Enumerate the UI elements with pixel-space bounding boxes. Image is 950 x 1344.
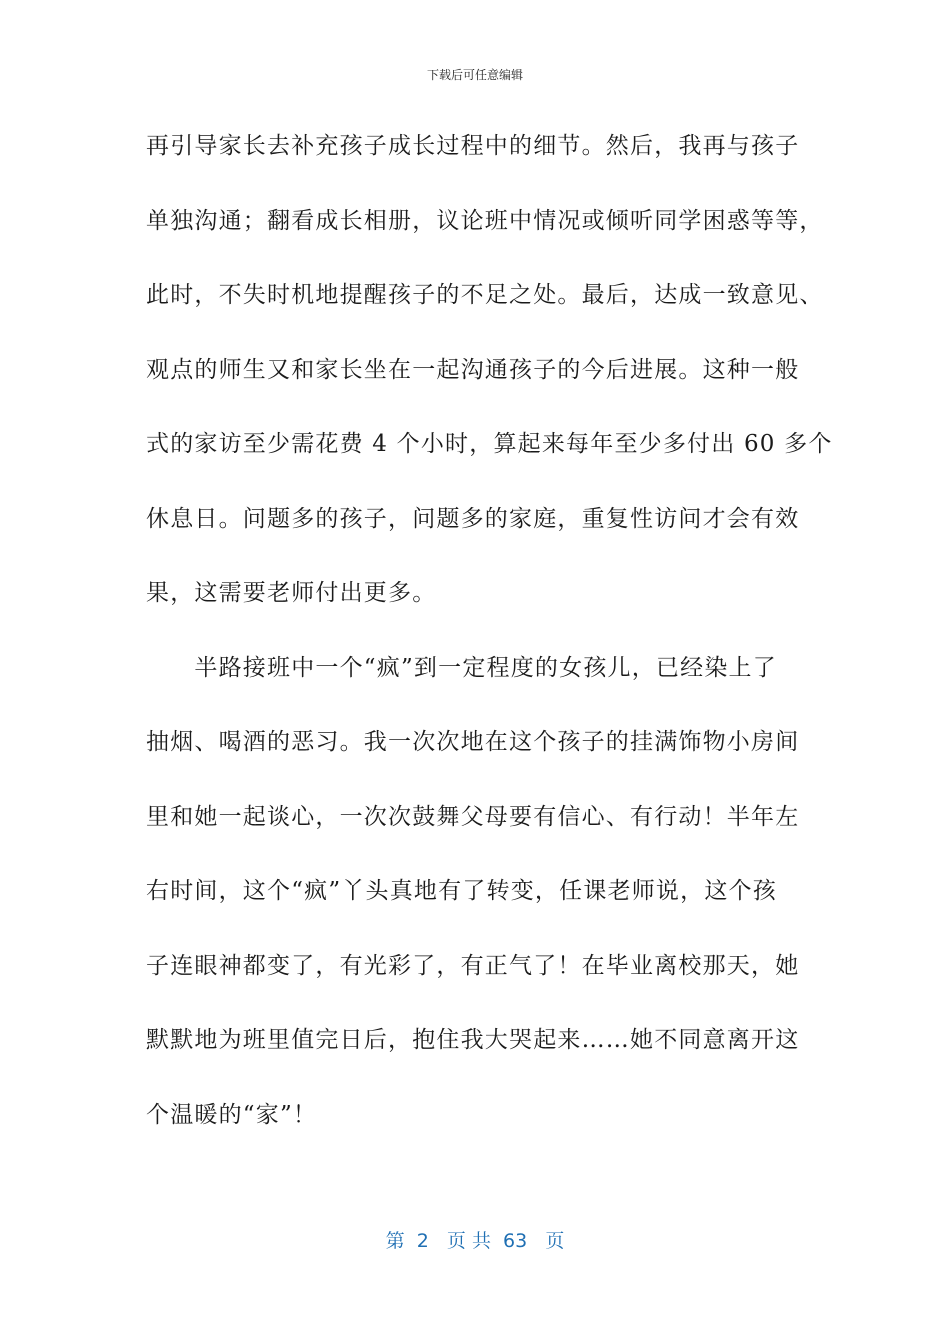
text-line-11: 右时间，这个“疯”丫头真地有了转变，任课老师说，这个孩	[146, 878, 777, 904]
header-note: 下载后可任意编辑	[426, 68, 523, 82]
text-line-14: 个温暖的“家”！	[146, 1101, 318, 1128]
text-line-3: 此时，不失时机地提醒孩子的不足之处。最后，达成一致意见、	[146, 282, 824, 308]
text-line-4: 观点的师生又和家长坐在一起沟通孩子的今后进展。这种一般	[146, 356, 800, 383]
text-line-1: 再引导家长去补充孩子成长过程中的细节。然后，我再与孩子	[146, 133, 800, 159]
text-line-10: 里和她一起谈心，一次次鼓舞父母要有信心、有行动！半年左	[146, 803, 800, 830]
text-line-9: 抽烟、喝酒的恶习。我一次次地在这个孩子的挂满饰物小房间	[146, 729, 800, 755]
text-line-8: 半路接班中一个“疯”到一定程度的女孩儿，已经染上了	[146, 654, 777, 681]
text-line-7: 果，这需要老师付出更多。	[146, 580, 437, 606]
text-line-13: 默默地为班里值完日后，抱住我大哭起来……她不同意离开这	[146, 1027, 800, 1053]
text-line-6: 休息日。问题多的孩子，问题多的家庭，重复性访问才会有效	[146, 505, 800, 532]
text-line-12: 子连眼神都变了，有光彩了，有正气了！在毕业离校那天，她	[146, 952, 800, 979]
page-number-footer: 第 2 页 共 63 页	[385, 1230, 565, 1252]
text-line-2: 单独沟通；翻看成长相册，议论班中情况或倾听同学困惑等等，	[146, 207, 824, 234]
text-line-5: 式的家访至少需花费 4 个小时，算起来每年至少多付出 60 多个	[146, 431, 833, 457]
document-body	[146, 128, 833, 1171]
